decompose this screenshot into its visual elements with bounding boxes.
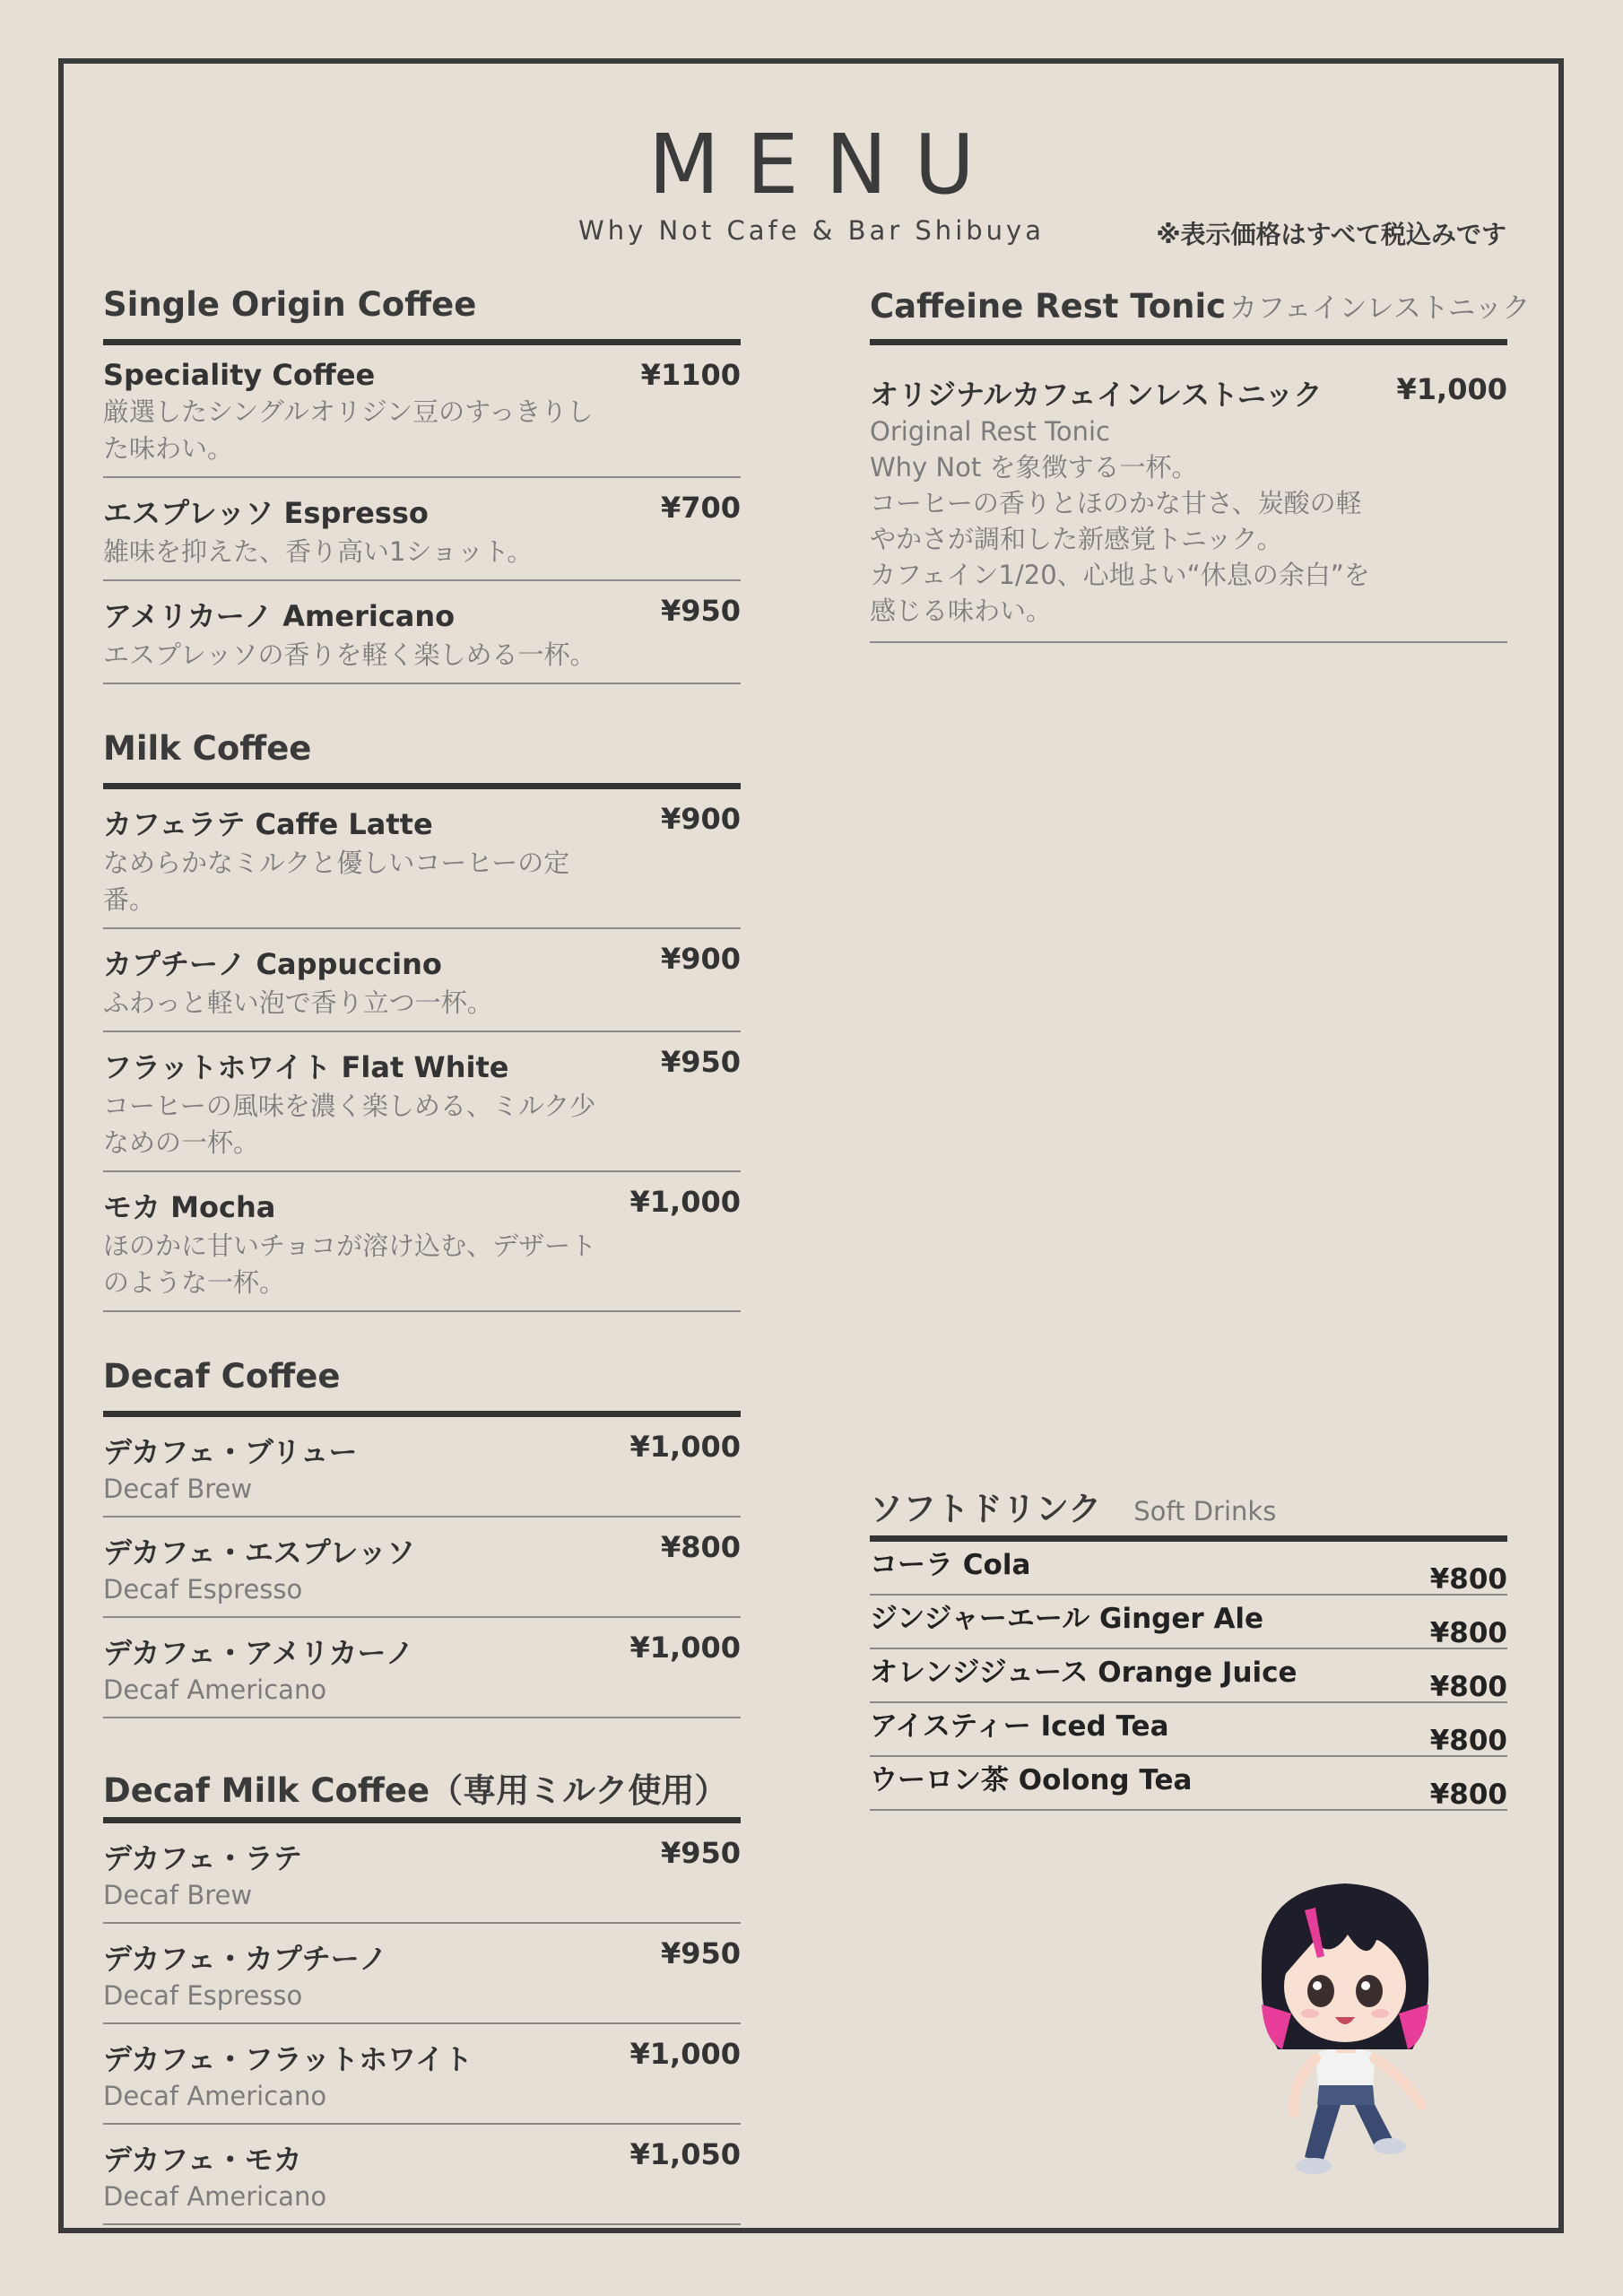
menu-item (103, 1924, 741, 2024)
menu-item (103, 1518, 741, 1618)
item-name: Speciality Coffee (103, 358, 376, 392)
item-name: デカフェ・ブリュー (103, 1435, 358, 1469)
menu-item (103, 478, 741, 581)
item-name: デカフェ・モカ (103, 2143, 302, 2177)
tax-note: ※表示価格はすべて税込みです (1156, 220, 1506, 249)
item-description: ふわっと軽い泡で香り立つ一杯。 (103, 987, 493, 1018)
section-header (103, 285, 741, 345)
cafe-name-subtitle: Why Not Cafe & Bar Shibuya (578, 215, 1045, 246)
item-english-name: Decaf Americano (103, 2081, 327, 2111)
item-price: ¥1100 (640, 358, 741, 392)
section-header (870, 1482, 1507, 1542)
section-title: Single Origin Coffee (103, 285, 477, 324)
item-name: デカフェ・エスプレッソ (103, 1535, 416, 1570)
item-english-name: Decaf Brew (103, 1880, 253, 1910)
item-name: デカフェ・ラテ (103, 1841, 302, 1875)
section-title: Decaf Milk Coffee（専用ミルク使用） (103, 1771, 728, 1810)
item-price: ¥900 (660, 942, 741, 976)
item-description: エスプレッソの香りを軽く楽しめる一杯。 (103, 639, 596, 670)
section-single-origin (103, 285, 741, 684)
drink-price: ¥800 (1429, 1617, 1507, 1649)
item-description: 雑味を抑えた、香り高い1ショット。 (103, 536, 534, 567)
drink-price: ¥800 (1429, 1671, 1507, 1703)
drink-name: コーラ Cola (870, 1549, 1031, 1581)
section-title: Milk Coffee (103, 729, 312, 768)
item-name: デカフェ・アメリカーノ (103, 1636, 414, 1670)
menu-item (103, 1032, 741, 1172)
item-name: アメリカーノ Americano (103, 599, 456, 633)
left-column (103, 285, 741, 2225)
drink-item (870, 1542, 1507, 1596)
item-price: ¥1,000 (1396, 372, 1507, 406)
drink-name: アイスティー Iced Tea (870, 1710, 1169, 1743)
drink-item (870, 1596, 1507, 1649)
item-english-name: Original Rest Tonic (870, 416, 1110, 447)
drink-name: ウーロン茶 Oolong Tea (870, 1764, 1193, 1796)
drink-item (870, 1703, 1507, 1757)
section-title: Caffeine Rest Tonic (870, 287, 1227, 326)
item-name: オリジナルカフェインレストニック (870, 378, 1323, 412)
menu-item (103, 1823, 741, 1924)
item-description-line: 感じる味わい。 (870, 596, 1053, 626)
item-description: 厳選したシングルオリジン豆のすっきりした味わい。 (103, 396, 594, 464)
item-english-name: Decaf Americano (103, 1674, 327, 1705)
section-subtitle: Soft Drinks (1133, 1496, 1277, 1526)
item-english-name: Decaf Americano (103, 2181, 327, 2212)
item-name: デカフェ・カプチーノ (103, 1942, 388, 1976)
item-price: ¥1,000 (629, 1631, 741, 1665)
section-title: ソフトドリンク (870, 1490, 1102, 1528)
menu-item (103, 581, 741, 684)
menu-item (103, 1172, 741, 1312)
drink-name: オレンジジュース Orange Juice (870, 1657, 1298, 1689)
menu-item (103, 345, 741, 478)
drink-item (870, 1649, 1507, 1703)
item-description-line: Why Not を象徴する一杯。 (870, 452, 1198, 483)
item-price: ¥800 (660, 1530, 741, 1564)
item-description-line: コーヒーの香りとほのかな甘さ、炭酸の軽 (870, 488, 1362, 518)
drink-price: ¥800 (1429, 1725, 1507, 1757)
item-description-line: カフェイン1/20、心地よい“休息の余白”を (870, 560, 1370, 590)
drink-item (870, 1757, 1507, 1811)
section-header (103, 1763, 741, 1823)
page-title: MENU (648, 117, 1002, 213)
menu-item (103, 2125, 741, 2225)
item-name: カプチーノ Cappuccino (103, 947, 442, 981)
section-decaf-milk-coffee (103, 1763, 741, 2225)
item-description-line: やかさが調和した新感覚トニック。 (870, 524, 1283, 554)
menu-item (870, 345, 1507, 643)
item-name: エスプレッソ Espresso (103, 496, 429, 530)
item-price: ¥950 (660, 594, 741, 628)
menu-item (103, 789, 741, 929)
item-price: ¥700 (660, 491, 741, 525)
section-soft-drinks (870, 1482, 1507, 1811)
item-english-name: Decaf Brew (103, 1474, 253, 1504)
section-decaf-coffee (103, 1357, 741, 1718)
item-price: ¥1,050 (629, 2137, 741, 2171)
item-description: なめらかなミルクと優しいコーヒーの定番。 (103, 848, 570, 915)
mascot-character-illustration (1242, 1870, 1448, 2184)
item-price: ¥950 (660, 1045, 741, 1079)
item-name: フラットホワイト Flat White (103, 1050, 509, 1084)
item-price: ¥950 (660, 1836, 741, 1870)
section-subtitle: カフェインレストニック (1229, 292, 1531, 325)
drink-price: ¥800 (1429, 1779, 1507, 1811)
section-title: Decaf Coffee (103, 1357, 341, 1396)
drink-price: ¥800 (1429, 1563, 1507, 1596)
section-rest-tonic (870, 285, 1531, 643)
section-milk-coffee (103, 729, 741, 1312)
item-description: ほのかに甘いチョコが溶け込む、デザートのような一杯。 (103, 1231, 597, 1298)
item-price: ¥1,000 (629, 1185, 741, 1219)
item-description: コーヒーの風味を濃く楽しめる、ミルク少なめの一杯。 (103, 1091, 596, 1158)
item-name: カフェラテ Caffe Latte (103, 807, 433, 841)
item-price: ¥1,000 (629, 1430, 741, 1464)
item-price: ¥900 (660, 802, 741, 836)
item-english-name: Decaf Espresso (103, 1574, 303, 1605)
menu-item (103, 1618, 741, 1718)
item-name: デカフェ・フラットホワイト (103, 2042, 473, 2076)
menu-item (103, 1417, 741, 1518)
menu-item (103, 929, 741, 1032)
item-name: モカ Mocha (103, 1190, 276, 1224)
item-english-name: Decaf Espresso (103, 1980, 303, 2011)
drink-name: ジンジャーエール Ginger Ale (870, 1603, 1264, 1635)
item-price: ¥950 (660, 1936, 741, 1970)
menu-item (103, 2024, 741, 2125)
section-header (103, 1357, 741, 1417)
item-price: ¥1,000 (629, 2037, 741, 2071)
section-header (103, 729, 741, 789)
section-header (870, 285, 1531, 345)
